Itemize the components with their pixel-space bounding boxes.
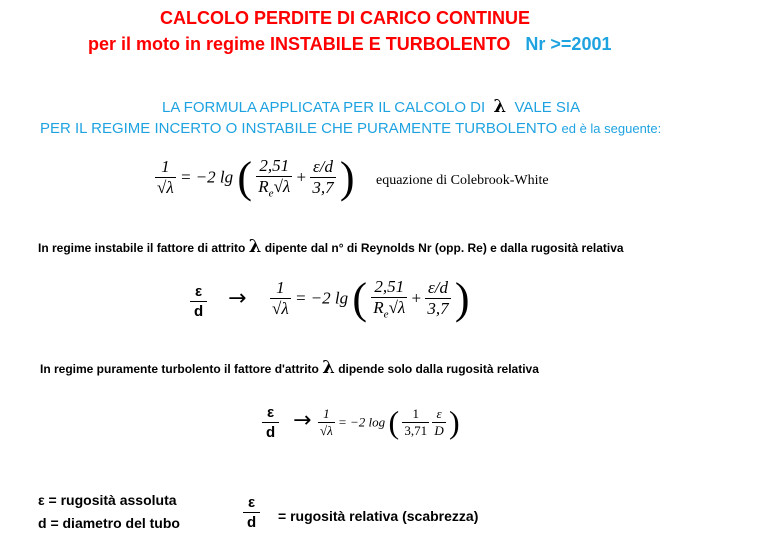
formula2-term-2 xyxy=(425,278,450,319)
colebrook-t1-num: 2,51 xyxy=(259,155,290,175)
re-subscript: e xyxy=(383,308,389,321)
formula2-lhs xyxy=(270,278,291,319)
paren-close-icon: ) xyxy=(454,274,470,323)
colebrook-t1-den xyxy=(256,176,292,199)
intro-line-2 xyxy=(40,120,661,137)
turbulent-text-a: In regime puramente turbolento il fattore d'attrito xyxy=(40,362,319,376)
formula3-lhs xyxy=(318,406,335,439)
intro-line-1-a: LA FORMULA APPLICATA PER IL CALCOLO DI xyxy=(162,99,486,116)
formula2-t2-den: 3,7 xyxy=(427,299,449,318)
paren-open-icon: ( xyxy=(352,274,368,323)
paren-close-icon: ) xyxy=(448,404,460,440)
intro-line-2-a: PER IL REGIME INCERTO O INSTABILE CHE PURAMENTE TURBOLENTO xyxy=(40,120,558,137)
formula2-t1-num: 2,51 xyxy=(374,276,405,296)
sqrt-lambda: √λ xyxy=(273,176,291,196)
legend-eps: ε = rugosità assoluta xyxy=(38,492,177,508)
plus-sign: + xyxy=(411,288,422,308)
lambda-symbol: λ xyxy=(248,236,262,257)
lambda-symbol: λ xyxy=(322,357,335,378)
subtitle-reynolds: Nr >=2001 xyxy=(525,34,612,54)
re-symbol: R xyxy=(258,176,269,196)
intro-line-2-b: ed è la seguente: xyxy=(561,121,662,136)
formula3-a-den: 3,71 xyxy=(404,423,428,438)
colebrook-lhs xyxy=(155,157,176,198)
formula3-lhs-den: √λ xyxy=(320,423,333,438)
colebrook-formula-2 xyxy=(270,273,470,324)
nikuradse-formula xyxy=(318,404,460,441)
legend-relative: = rugosità relativa (scabrezza) xyxy=(278,508,479,524)
eps-num: ε xyxy=(267,404,275,421)
subtitle-prefix: per il moto in regime xyxy=(88,34,266,54)
legend-d: d = diametro del tubo xyxy=(38,515,180,531)
colebrook-label: equazione di Colebrook-White xyxy=(376,173,549,188)
turbulent-regime-text xyxy=(40,357,539,378)
formula2-t2-num: ε/d xyxy=(428,278,448,297)
paren-open-icon: ( xyxy=(388,404,400,440)
eps-num: ε xyxy=(248,494,256,511)
formula3-term-a xyxy=(402,406,429,439)
formula3-a-num: 1 xyxy=(412,406,419,421)
paren-open-icon: ( xyxy=(237,153,253,202)
formula2-term-1 xyxy=(371,277,407,320)
formula3-lhs-num: 1 xyxy=(323,406,330,421)
colebrook-t2-den: 3,7 xyxy=(312,178,334,197)
eps-over-d xyxy=(190,283,207,320)
re-symbol: R xyxy=(373,297,384,317)
intro-line-1-b: VALE SIA xyxy=(514,99,581,116)
colebrook-equals: = −2 lg xyxy=(179,167,234,187)
formula2-equals: = −2 lg xyxy=(294,288,349,308)
d-den: d xyxy=(190,301,207,320)
colebrook-lhs-den: √λ xyxy=(157,178,174,197)
eps-over-d xyxy=(262,404,279,441)
colebrook-term-1 xyxy=(256,156,292,199)
d-den: d xyxy=(243,512,260,531)
colebrook-formula xyxy=(155,152,355,203)
page-subtitle xyxy=(88,34,611,55)
re-subscript: e xyxy=(268,187,274,200)
colebrook-term-2 xyxy=(310,157,335,198)
instable-text-a: In regime instabile il fattore di attrito xyxy=(38,241,246,255)
plus-sign: + xyxy=(296,167,307,187)
formula3-term-b xyxy=(432,406,445,439)
legend-relative-frac xyxy=(243,494,260,531)
formula3-equals: = −2 log xyxy=(338,414,386,430)
formula2-lhs-num: 1 xyxy=(276,278,285,297)
relative-roughness-frac-2 xyxy=(262,404,279,441)
instable-regime-text xyxy=(38,236,624,257)
formula3-b-den: D xyxy=(434,423,444,438)
paren-close-icon: ) xyxy=(339,153,355,202)
page-title: CALCOLO PERDITE DI CARICO CONTINUE xyxy=(160,8,531,28)
eps-num: ε xyxy=(195,283,203,300)
sqrt-lambda: √λ xyxy=(388,297,406,317)
colebrook-t2-num: ε/d xyxy=(313,157,333,176)
arrow-right-icon: → xyxy=(293,408,312,433)
instable-text-b: dipente dal n° di Reynolds Nr (opp. Re) e dalla rugosità relativa xyxy=(264,241,624,255)
formula2-lhs-den: √λ xyxy=(272,299,289,318)
formula2-t1-den xyxy=(371,297,407,320)
colebrook-lhs-num: 1 xyxy=(161,157,170,176)
subtitle-regime: INSTABILE E TURBOLENTO xyxy=(270,34,511,54)
turbulent-text-b: dipende solo dalla rugosità relativa xyxy=(338,362,539,376)
d-den: d xyxy=(262,422,279,441)
relative-roughness-frac xyxy=(190,283,207,320)
intro-line-1 xyxy=(162,96,580,117)
arrow-right-icon: → xyxy=(228,286,247,311)
lambda-symbol: λ xyxy=(493,96,507,117)
eps-over-d xyxy=(243,494,260,531)
formula3-b-num: ε xyxy=(436,406,442,421)
